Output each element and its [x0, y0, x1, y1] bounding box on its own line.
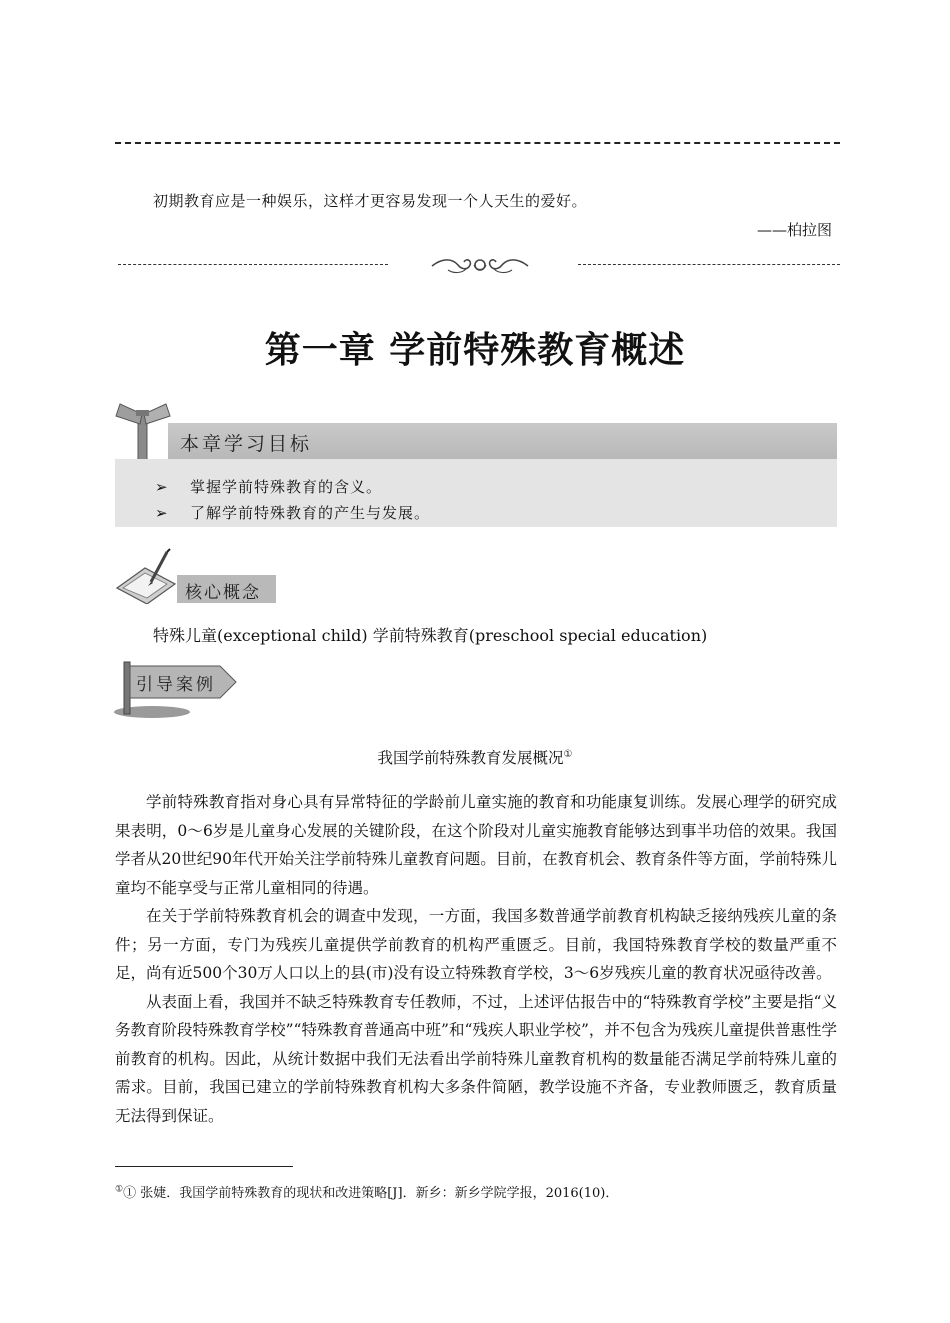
notepad-pencil-icon	[115, 548, 177, 604]
core-terms: 特殊儿童(exceptional child) 学前特殊教育(preschool special education)	[153, 626, 708, 645]
case-title	[0, 746, 950, 768]
footnote-text: ① 张婕．我国学前特殊教育的现状和改进策略[J]．新乡：新乡学院学报，2016(10)．	[123, 1186, 619, 1201]
footnote	[115, 1182, 618, 1201]
arrow-bullet-icon: ➢	[155, 478, 169, 496]
paragraph: 在关于学前特殊教育机会的调查中发现，一方面，我国多数普通学前教育机构缺乏接纳残疾儿童的条件；另一方面，专门为残疾儿童提供学前教育的机构严重匮乏。目前，我国特殊教育学校的数量严重不足，尚有近500个30万人口以上的县(市)没有设立特殊教育学校，3～6岁残疾儿童的教育状况亟待改善。	[115, 907, 837, 982]
case-title-text: 我国学前特殊教育发展概况	[377, 749, 564, 767]
top-dashed-rule	[115, 142, 840, 144]
core-concepts-label-box	[177, 575, 276, 603]
arrow-bullet-icon: ➢	[155, 504, 169, 522]
objectives-heading: 本章学习目标	[180, 433, 313, 455]
footnote-ref: ①	[563, 748, 573, 760]
divider-right-dashes	[578, 264, 840, 265]
objectives-header-bar	[168, 423, 837, 459]
paragraph: 学前特殊教育指对身心具有异常特征的学龄前儿童实施的教育和功能康复训练。发展心理学的研究成果表明，0～6岁是儿童身心发展的关键阶段，在这个阶段对儿童实施教育能够达到事半功倍的效果。我国学者从20世纪90年代开始关注学前特殊儿童教育问题。目前，在教育机会、教育条件等方面，学前特殊儿童均不能享受与正常儿童相同的待遇。	[115, 793, 837, 897]
guide-case-heading: 引导案例	[136, 675, 216, 695]
objectives-list	[115, 459, 837, 527]
core-concepts-heading: 核心概念	[185, 583, 261, 603]
list-item	[155, 502, 430, 523]
footnote-mark: ①	[115, 1184, 124, 1195]
footnote-rule	[115, 1166, 293, 1167]
case-body	[115, 788, 837, 1130]
epigraph-quote: 初期教育应是一种娱乐，这样才更容易发现一个人天生的爱好。	[153, 192, 588, 210]
objective-text: 掌握学前特殊教育的含义。	[190, 478, 383, 496]
paragraph: 从表面上看，我国并不缺乏特殊教育专任教师，不过，上述评估报告中的“特殊教育学校”主要是指“义务教育阶段特殊教育学校”“特殊教育普通高中班”和“残疾人职业学校”，并不包含为残疾儿童提供普惠性学前教育的机构。因此，从统计数据中我们无法看出学前特殊儿童教育机构的数量能否满足学前特殊儿童的需求。目前，我国已建立的学前特殊教育机构大多条件简陋，教学设施不齐备，专业教师匮乏，教育质量无法得到保证。	[115, 992, 837, 1125]
epigraph-author: ——柏拉图	[756, 221, 832, 239]
signpost-icon	[112, 400, 174, 462]
list-item	[155, 476, 382, 497]
divider-left-dashes	[118, 264, 388, 265]
chapter-title: 第一章 学前特殊教育概述	[264, 330, 686, 371]
flourish-ornament-icon	[428, 254, 532, 276]
objective-text: 了解学前特殊教育的产生与发展。	[190, 504, 431, 522]
